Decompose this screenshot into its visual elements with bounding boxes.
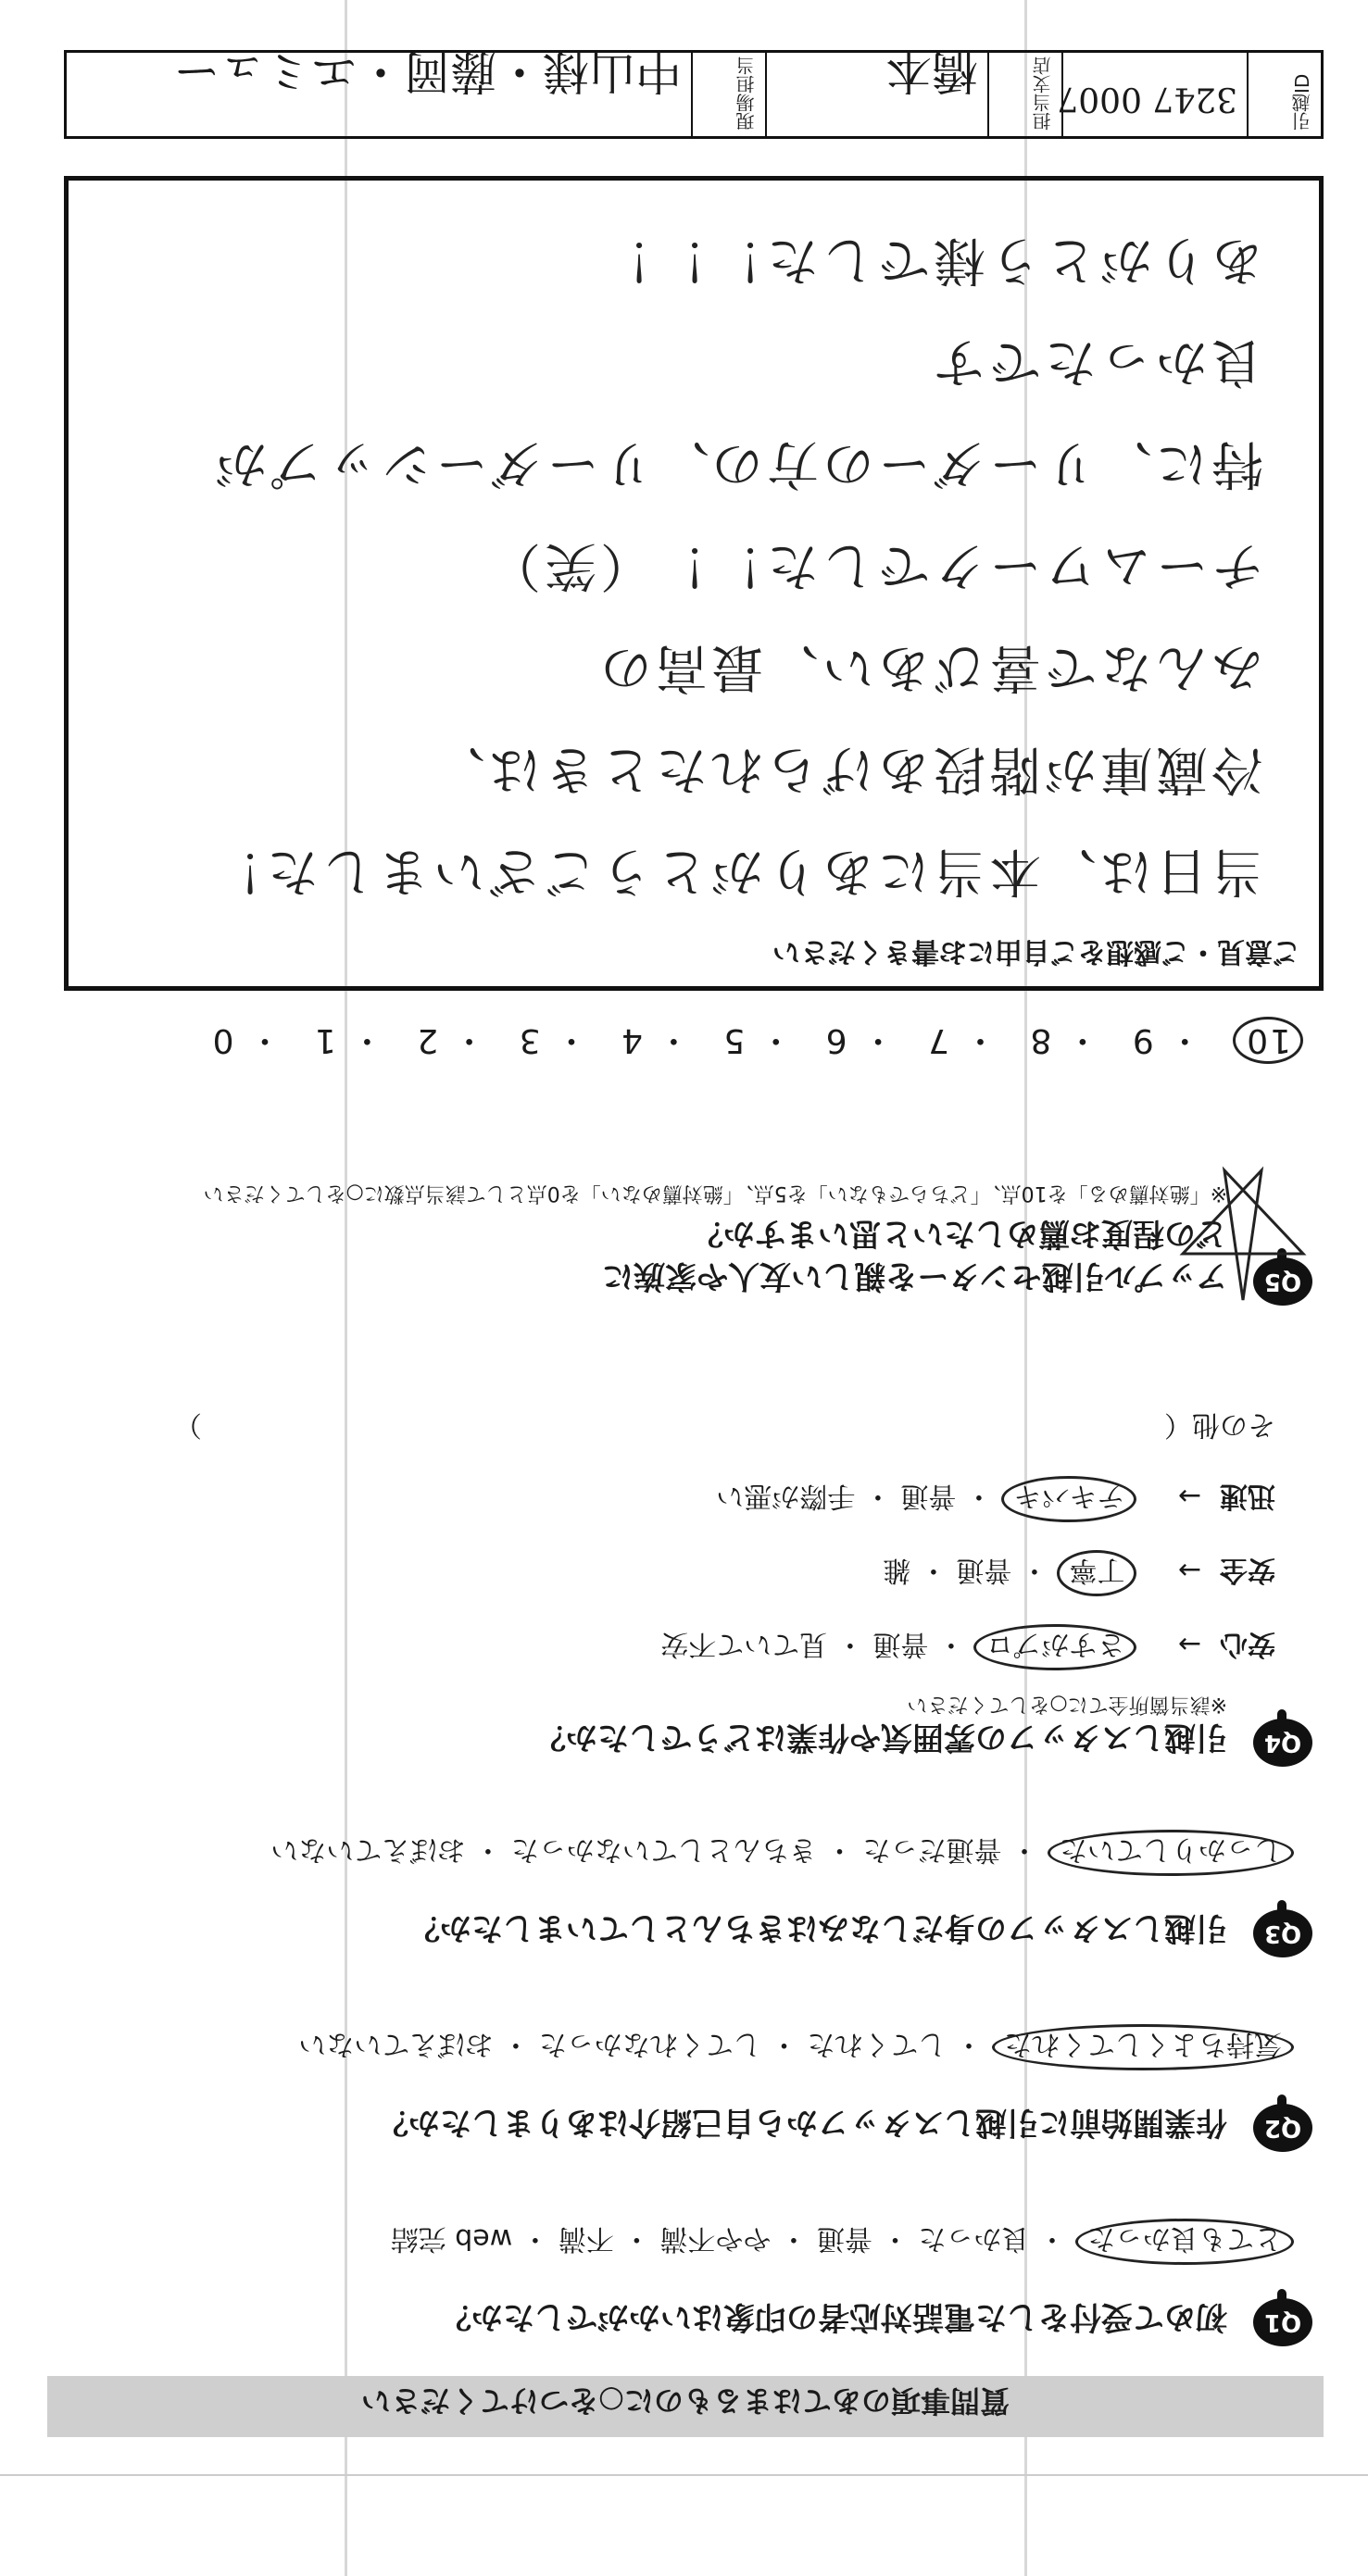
id-value-cell [1057,53,1247,136]
q2-question: 作業開始前に引越しスタッフから自己紹介はありましたか？ [377,2104,1227,2141]
q4-option[interactable]: 普通 [900,1480,957,1512]
comment-line: みんなで喜びあい、最高の [596,637,1263,697]
q4-row-jinsoku: 迅速→ テキパキ ・ 普通 ・ 手際が悪い [716,1476,1275,1522]
q4-row-anzen: 安全→ 丁寧 ・ 普通 ・ 雑 [883,1550,1275,1596]
q4-option[interactable]: 普通 [872,1628,929,1660]
q4-option-selected[interactable]: 丁寧 [1057,1550,1136,1596]
q1-option[interactable]: 不満 [558,2222,614,2255]
leader-label-cell [691,53,765,136]
q2-option[interactable]: してくれなかった [538,2028,761,2060]
q1-option[interactable]: web 完結 [390,2222,513,2255]
comment-line: チームワークでした！！（笑） [485,535,1263,595]
q5-scale: 10・ 9・ 8・ 7・ 6・ 5・ 4・ 3・ 2・ 1・ 0 [180,1017,1303,1067]
comment-line: 当日は、本当にありがとうございました！ [207,841,1263,901]
leader-value: 橋本 [885,44,978,98]
question-q3 [71,1833,1312,1957]
question-q4 [71,1369,1312,1767]
q5-score[interactable]: 1 [312,1021,336,1059]
q5-score[interactable]: 0 [210,1021,234,1059]
q2-options: 気持ちよくしてくれた・ してくれた・ してくれなかった・ おぼえていない [289,2024,1294,2070]
q5-score[interactable]: 2 [415,1021,439,1059]
q4-row-anshin: 安心→ さすがプロ ・ 普通 ・ 見ていて不安 [660,1624,1275,1670]
q1-option[interactable]: 良かった [918,2222,1030,2255]
q1-badge: Q1 [1253,2298,1312,2346]
comment-box[interactable] [64,176,1324,991]
q3-options: しっかりしていた・ 普通だった・ きちんとしていなかった・ おぼえていない [261,1830,1294,1876]
q4-other-close: ） [173,1408,202,1441]
q5-score[interactable]: 4 [620,1021,643,1059]
q4-row-label: 安心 [1220,1628,1275,1660]
q5-score[interactable]: 6 [823,1021,847,1059]
branch-label: 担当支店 [1032,56,1054,131]
q4-option-selected[interactable]: テキパキ [1001,1476,1136,1522]
q3-option-selected[interactable]: しっかりしていた [1048,1830,1294,1876]
instruction-banner [47,2376,1324,2437]
id-value: 3247 0007 [1057,80,1237,118]
q1-option-selected[interactable]: とても良かった [1075,2219,1294,2265]
comment-line: 特に、リーダーの方の、リーダーシップが [211,433,1263,494]
q4-option-selected[interactable]: さすがプロ [973,1624,1136,1670]
q2-option-selected[interactable]: 気持ちよくしてくれた [992,2024,1294,2070]
q5-score-selected[interactable]: 10 [1233,1017,1303,1064]
q1-question: 初めて受付をした電話対応者の印象はいかがでしたか？ [440,2298,1227,2335]
q5-note: ※「絶対薦める」を10点、「どちらでもない」を5点、「絶対薦めない」を0点として該当点数に○をしてください [203,1182,1227,1205]
q1-option[interactable]: 普通 [816,2222,872,2255]
question-q1 [71,2222,1312,2346]
id-label: 引越ID [1291,73,1313,131]
staff-value: 中山様・藤岡・エミュー [173,44,682,98]
leader-value-cell [765,44,987,136]
q5-score[interactable]: 7 [926,1021,950,1059]
q3-question: 引越しスタッフの身だしなみはきちんとしていましたか？ [408,1909,1227,1946]
q1-option[interactable]: やや不満 [659,2222,772,2255]
q3-badge: Q3 [1253,1909,1312,1957]
q5-question-line1: アップル引越センターを親しい友人や家族に [602,1257,1227,1294]
branch-label-cell [987,53,1061,136]
comment-line: ありがとう様でした！！！ [596,230,1263,290]
q5-score[interactable]: 5 [722,1021,746,1059]
q2-option[interactable]: おぼえていない [298,2028,494,2060]
q5-score[interactable]: 3 [517,1021,541,1059]
q3-option[interactable]: おぼえていない [270,1833,466,1866]
scan-edge [0,2474,1368,2476]
comment-line: 良かったです [930,331,1263,392]
q2-option[interactable]: してくれた [807,2028,947,2060]
q4-note: ※該当箇所全てに○をしてください [907,1693,1227,1716]
staff-value-cell [67,44,691,136]
question-q5 [71,1120,1312,1306]
q3-option[interactable]: きちんとしていなかった [510,1833,817,1866]
q4-option[interactable]: 雑 [883,1554,911,1586]
q1-options: とても良かった・ 良かった・ 普通・ やや不満・ 不満・ web 完結 [382,2219,1294,2265]
question-q2 [71,2028,1312,2152]
q2-badge: Q2 [1253,2104,1312,2152]
q5-badge: Q5 [1253,1257,1312,1306]
id-label-cell [1247,53,1321,136]
q4-question: 引越しスタッフの雰囲気や作業はどうでしたか？ [534,1719,1227,1756]
instruction-text: 質問事項のあてはまるものに○をつけてください [361,2383,1010,2419]
comment-label: ご意見・ご感想をご自由にお書きください [772,935,1300,968]
q4-other [174,1407,1275,1448]
q4-option[interactable]: 手際が悪い [716,1480,856,1512]
star-doodle-icon [1173,1152,1312,1309]
footer-info-table [64,44,1324,139]
q5-question-line2: どの程度お薦めしたいと思いますか？ [692,1215,1227,1252]
q5-score[interactable]: 8 [1028,1021,1052,1059]
q5-score[interactable]: 9 [1130,1021,1154,1059]
comment-line: 冷蔵庫が階段あげられたときは、 [430,739,1263,799]
q3-option[interactable]: 普通だった [862,1833,1002,1866]
q4-badge: Q4 [1253,1719,1312,1767]
q4-row-label: 迅速 [1220,1480,1275,1512]
q4-other-label: その他（ [1164,1408,1275,1441]
q4-option[interactable]: 普通 [956,1554,1012,1586]
q4-row-label: 安全 [1220,1554,1275,1586]
q4-option[interactable]: 見ていて不安 [660,1628,828,1660]
leader-label: 現場担当 [735,56,758,131]
